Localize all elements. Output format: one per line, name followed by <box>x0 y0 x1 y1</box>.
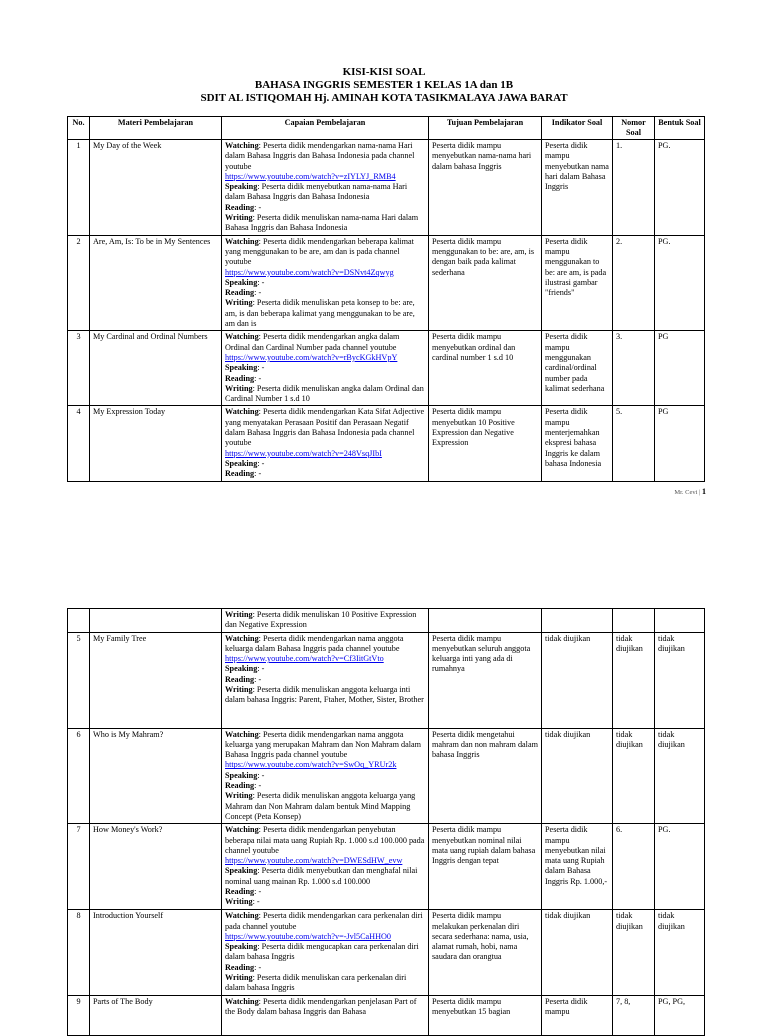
cell-no: 1 <box>68 140 90 236</box>
cell-bentuk: PG, PG, <box>655 995 705 1035</box>
cell-tujuan: Peserta didik mampu menyebutkan 15 bagian <box>429 995 542 1035</box>
cell-no: 6 <box>68 728 90 824</box>
cell-bentuk: PG. <box>655 824 705 910</box>
label-writing: Writing <box>225 610 253 619</box>
header-materi: Materi Pembelajaran <box>90 117 222 140</box>
document-title <box>0 66 768 105</box>
reading-text: : - <box>254 202 262 212</box>
cell-bentuk: PG <box>655 331 705 406</box>
label-speaking: Speaking <box>225 942 258 952</box>
cell-nomor: 2. <box>613 235 655 331</box>
label-watching: Watching <box>225 332 259 342</box>
label-watching: Watching <box>225 236 259 246</box>
cell-tujuan: Peserta didik mampu menyebutkan nama-nama hari dalam bahasa Inggris <box>429 140 542 236</box>
speaking-text: : Peserta didik menyebutkan dan menghafal nilai nominal uang mainan Rp. 1.000 s.d 100.000 <box>225 866 418 886</box>
cell-materi: My Day of the Week <box>90 140 222 236</box>
table-row <box>68 824 705 910</box>
cell-materi: Who is My Mahram? <box>90 728 222 824</box>
cell-indikator: Peserta didik mampu <box>542 995 613 1035</box>
reading-text: : - <box>254 962 262 972</box>
youtube-link[interactable]: https://www.youtube.com/watch?v=DSNvt4Zqwyg <box>225 267 394 277</box>
label-speaking: Speaking <box>225 866 258 876</box>
kisi-kisi-table-page-1 <box>67 116 705 482</box>
cell-no: 8 <box>68 910 90 995</box>
table-header-row <box>68 117 705 140</box>
youtube-link[interactable]: https://www.youtube.com/watch?v=rBycKGkHVpY <box>225 352 398 362</box>
cell-capaian <box>222 995 429 1035</box>
watching-text: : Peserta didik mendengarkan nama anggota keluarga yang merupakan Mahram dan Non Mahram dalam Bahasa Inggris pada channel youtube <box>225 729 422 760</box>
title-line-2: BAHASA INGGRIS SEMESTER 1 KELAS 1A dan 1B <box>254 79 514 91</box>
writing-text: : Peserta didik menuliskan anggota keluarga yang Mahram dan Non Mahram dalam bentuk Mind Mapping Concept (Peta Konsep) <box>225 791 416 821</box>
header-indikator: Indikator Soal <box>542 117 613 140</box>
writing-text: : Peserta didik menuliskan cara perkenalan diri dalam bahasa Inggris <box>225 973 407 993</box>
cell-no: 2 <box>68 235 90 331</box>
writing-text: : Peserta didik menuliskan nama-nama Hari dalam Bahasa Inggris dan Bahasa Indonesia <box>225 213 419 233</box>
cell-capaian <box>222 728 429 824</box>
table-row <box>68 632 705 728</box>
speaking-text: : - <box>257 664 265 674</box>
cell-nomor <box>613 609 655 633</box>
cell-capaian <box>222 824 429 910</box>
watching-text: : Peserta didik mendengarkan cara perkenalan diri pada channel youtube <box>225 911 423 931</box>
label-speaking: Speaking <box>225 182 258 192</box>
cell-materi: My Expression Today <box>90 406 222 481</box>
reading-text: : - <box>254 887 262 897</box>
writing-text: : Peserta didik menuliskan angka dalam Ordinal dan Cardinal Number 1 s.d 10 <box>225 383 424 404</box>
table-row-continuation <box>68 609 705 633</box>
label-writing: Writing <box>225 973 253 983</box>
cell-indikator: tidak diujikan <box>542 632 613 728</box>
reading-text: : - <box>254 288 262 298</box>
cell-capaian <box>222 331 429 406</box>
cell-capaian <box>222 910 429 995</box>
title-line-3: SDIT AL ISTIQOMAH Hj. AMINAH KOTA TASIKMALAYA JAWA BARAT <box>200 92 568 104</box>
cell-tujuan <box>429 609 542 633</box>
header-tujuan: Tujuan Pembelajaran <box>429 117 542 140</box>
cell-capaian <box>222 140 429 236</box>
table-row <box>68 910 705 995</box>
reading-text: : - <box>254 373 262 383</box>
speaking-text: : - <box>257 458 265 468</box>
speaking-text: : Peserta didik menyebutkan nama-nama Hari dalam Bahasa Inggris dan Bahasa Indonesia <box>225 182 408 202</box>
writing-text: : Peserta didik menuliskan anggota keluarga inti dalam bahasa Inggris: Parent, Ftaher, Mother, Sister, Brother <box>225 685 424 705</box>
youtube-link[interactable]: https://www.youtube.com/watch?v=248VsqJIbI <box>225 448 382 458</box>
label-speaking: Speaking <box>225 277 258 287</box>
label-speaking: Speaking <box>225 664 258 674</box>
label-writing: Writing <box>225 298 253 308</box>
cell-tujuan: Peserta didik mampu melakukan perkenalan diri secara sederhana: nama, usia, alamat rumah, hobi, nama saudara dan orangtua <box>429 910 542 995</box>
speaking-text: : - <box>257 770 265 780</box>
cell-indikator: Peserta didik mampu menyebutkan nama hari dalam Bahasa Inggris <box>542 140 613 236</box>
label-writing: Writing <box>225 213 253 223</box>
youtube-link[interactable]: https://www.youtube.com/watch?v=zIYLYJ_RMB4 <box>225 171 396 181</box>
label-writing: Writing <box>225 791 253 801</box>
label-writing: Writing <box>225 685 253 695</box>
watching-text: : Peserta didik mendengarkan angka dalam Ordinal dan Cardinal Number pada channel youtube <box>225 332 400 352</box>
cell-tujuan: Peserta didik mampu menyebutkan ordinal dan cardinal number 1 s.d 10 <box>429 331 542 406</box>
reading-text: : - <box>254 781 262 791</box>
label-reading: Reading <box>225 887 255 897</box>
cell-indikator <box>542 609 613 633</box>
watching-text: : Peserta didik mendengarkan beberapa kalimat yang menggunakan to be are, am dan is pada channel youtube <box>225 236 414 267</box>
table-row <box>68 235 705 331</box>
label-reading: Reading <box>225 373 255 383</box>
cell-nomor: 1. <box>613 140 655 236</box>
cell-nomor: 5. <box>613 406 655 481</box>
cell-indikator: tidak diujikan <box>542 910 613 995</box>
cell-bentuk: PG. <box>655 140 705 236</box>
cell-tujuan: Peserta didik mampu menyebutkan nominal nilai mata uang rupiah dalam bahasa Inggris dengan tepat <box>429 824 542 910</box>
cell-bentuk: tidak diujikan <box>655 632 705 728</box>
watching-text: : Peserta didik mendengarkan penjelasan Part of the Body dalam bahasa Inggris dan Bahasa <box>225 996 417 1016</box>
cell-nomor: tidak diujikan <box>613 910 655 995</box>
cell-no <box>68 609 90 633</box>
watching-text: : Peserta didik mendengarkan nama-nama Hari dalam Bahasa Inggris dan Bahasa Indonesia pada channel youtube <box>225 141 415 171</box>
cell-nomor: 6. <box>613 824 655 910</box>
cell-no: 9 <box>68 995 90 1035</box>
cell-nomor: 7, 8, <box>613 995 655 1035</box>
cell-materi: Introduction Yourself <box>90 910 222 995</box>
cell-indikator: Peserta didik mampu menggunakan to be: are am, is pada ilustrasi gambar "friends" <box>542 235 613 331</box>
cell-no: 7 <box>68 824 90 910</box>
label-watching: Watching <box>225 407 259 417</box>
label-reading: Reading <box>225 781 255 791</box>
label-watching: Watching <box>225 141 259 150</box>
cell-bentuk <box>655 609 705 633</box>
cell-tujuan: Peserta didik mengetahui mahram dan non mahram dalam bahasa Inggris <box>429 728 542 824</box>
label-watching: Watching <box>225 911 259 921</box>
cell-indikator: tidak diujikan <box>542 728 613 824</box>
table-row <box>68 140 705 236</box>
writing-text: : Peserta didik menuliskan peta konsep to be: are, am, is dan beberapa kalimat yang menggunakan to be are, am dan is <box>225 298 415 329</box>
label-speaking: Speaking <box>225 770 258 780</box>
cell-materi: My Cardinal and Ordinal Numbers <box>90 331 222 406</box>
cell-tujuan: Peserta didik mampu menggunakan to be: are, am, is dengan baik pada kalimat sederhana <box>429 235 542 331</box>
youtube-link[interactable]: https://www.youtube.com/watch?v=Cf3IitGtVto <box>225 654 384 664</box>
page-number: 1 <box>702 487 706 496</box>
cell-no: 4 <box>68 406 90 481</box>
writing-text: : - <box>252 897 260 907</box>
table-row <box>68 728 705 824</box>
cell-indikator: Peserta didik mampu menyebutkan nilai mata uang Rupiah dalam Bahasa Inggris Rp. 1.000,- <box>542 824 613 910</box>
cell-bentuk: tidak diujikan <box>655 728 705 824</box>
cell-tujuan: Peserta didik mampu menyebutkan 10 Positive Expression dan Negative Expression <box>429 406 542 481</box>
label-watching: Watching <box>225 729 259 739</box>
table-row <box>68 995 705 1035</box>
cell-materi <box>90 609 222 633</box>
header-nomor: Nomor Soal <box>613 117 655 140</box>
watching-text: : Peserta didik mendengarkan Kata Sifat Adjective yang menyatakan Perasaan Positif dan Perasaan Negatif dalam Bahasa Inggris dan Bahasa Indonesia pada channel youtube <box>225 407 425 448</box>
cell-capaian <box>222 632 429 728</box>
cell-capaian <box>222 235 429 331</box>
writing-text: : Peserta didik menuliskan 10 Positive Expression dan Negative Expression <box>225 610 417 630</box>
title-line-1: KISI-KISI SOAL <box>342 66 426 78</box>
cell-nomor: tidak diujikan <box>613 632 655 728</box>
label-reading: Reading <box>225 674 255 684</box>
label-watching: Watching <box>225 633 259 643</box>
youtube-link[interactable]: https://www.youtube.com/watch?v=SwOq_YRUr2k <box>225 760 397 770</box>
cell-bentuk: PG <box>655 406 705 481</box>
cell-bentuk: tidak diujikan <box>655 910 705 995</box>
label-reading: Reading <box>225 288 255 298</box>
header-capaian: Capaian Pembelajaran <box>222 117 429 140</box>
label-reading: Reading <box>225 469 255 479</box>
cell-bentuk: PG. <box>655 235 705 331</box>
cell-materi: My Family Tree <box>90 632 222 728</box>
cell-capaian <box>222 609 429 633</box>
header-bentuk: Bentuk Soal <box>655 117 705 140</box>
kisi-kisi-table-page-2 <box>67 608 705 1036</box>
speaking-text: : - <box>257 277 265 287</box>
watching-text: : Peserta didik mendengarkan nama anggota keluarga dalam Bahasa Inggris pada channel youtube <box>225 633 404 653</box>
table-row <box>68 406 705 481</box>
label-speaking: Speaking <box>225 458 258 468</box>
cell-materi: Parts of The Body <box>90 995 222 1035</box>
cell-indikator: Peserta didik mampu menggunakan cardinal/ordinal number pada kalimat sederhana <box>542 331 613 406</box>
youtube-link[interactable]: https://www.youtube.com/watch?v=DWESdHW_evw <box>225 856 403 866</box>
cell-nomor: tidak diujikan <box>613 728 655 824</box>
label-watching: Watching <box>225 996 259 1006</box>
cell-materi: Are, Am, Is: To be in My Sentences <box>90 235 222 331</box>
cell-capaian <box>222 406 429 481</box>
cell-no: 3 <box>68 331 90 406</box>
speaking-text: : Peserta didik mengucapkan cara perkenalan diri dalam bahasa Inggris <box>225 942 419 962</box>
youtube-link[interactable]: https://www.youtube.com/watch?v=-Jvl5CaHHO0 <box>225 931 391 941</box>
reading-text: : - <box>254 674 262 684</box>
label-writing: Writing <box>225 897 253 907</box>
label-watching: Watching <box>225 825 259 835</box>
cell-tujuan: Peserta didik mampu menyebutkan seluruh anggota keluarga inti yang ada di rumahnya <box>429 632 542 728</box>
label-writing: Writing <box>225 383 253 393</box>
watching-text: : Peserta didik mendengarkan penyebutan beberapa nilai mata uang Rupiah Rp. 1.000 s.d 100.000 pada channel youtube <box>225 825 425 855</box>
label-speaking: Speaking <box>225 363 258 373</box>
page-footer: Mr. Cevi | 1 <box>674 487 706 496</box>
cell-indikator: Peserta didik mampu menterjemahkan ekspresi bahasa Inggris ke dalam bahasa Indonesia <box>542 406 613 481</box>
cell-materi: How Money's Work? <box>90 824 222 910</box>
reading-text: : - <box>254 469 262 479</box>
cell-no: 5 <box>68 632 90 728</box>
table-row <box>68 331 705 406</box>
footer-author: Mr. Cevi <box>674 489 698 496</box>
cell-nomor: 3. <box>613 331 655 406</box>
label-reading: Reading <box>225 962 255 972</box>
header-no: No. <box>68 117 90 140</box>
label-reading: Reading <box>225 202 255 212</box>
speaking-text: : - <box>257 363 265 373</box>
